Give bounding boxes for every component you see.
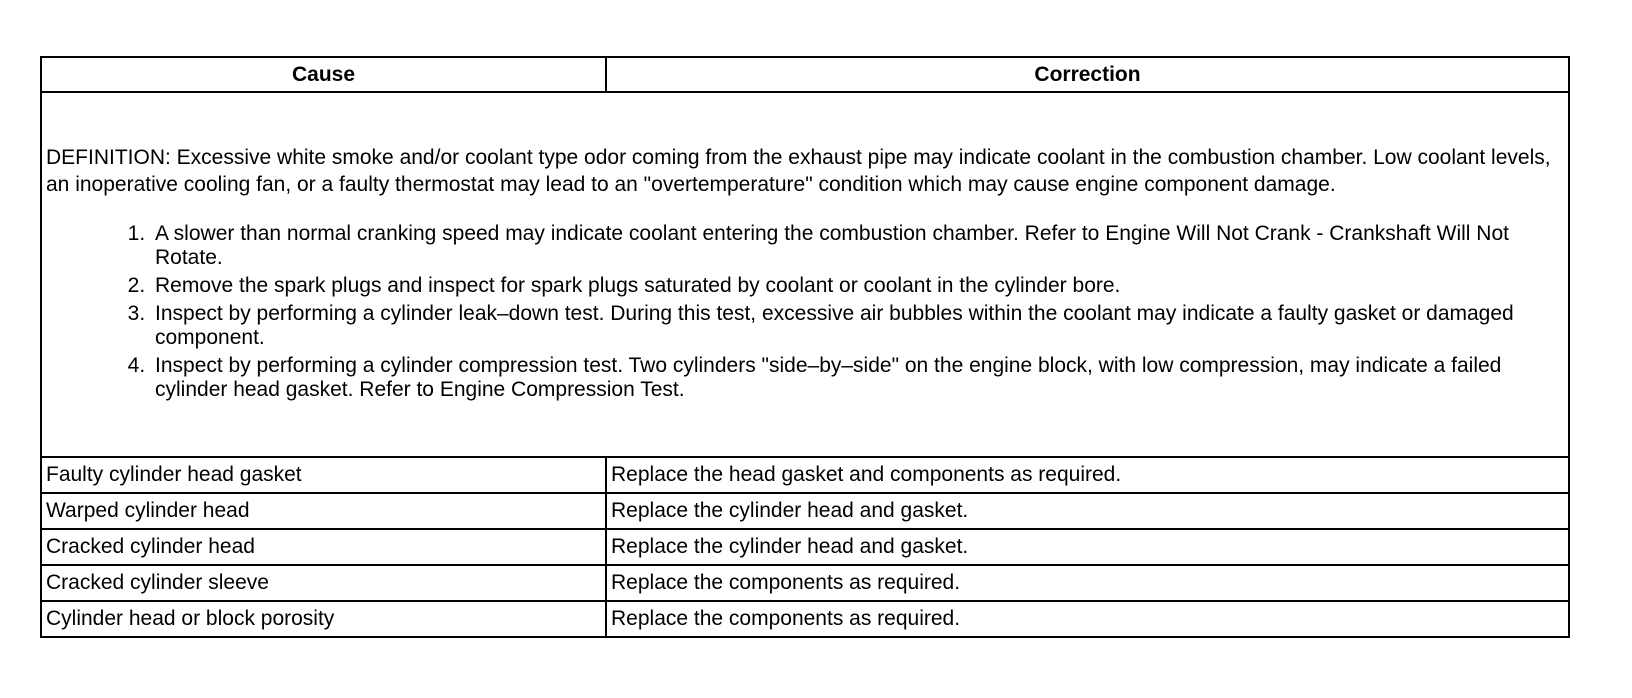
correction-cell: Replace the components as required. <box>606 601 1569 637</box>
header-row <box>41 57 1569 92</box>
cause-cell: Cracked cylinder head <box>41 529 606 565</box>
cause-cell: Cylinder head or block porosity <box>41 601 606 637</box>
cause-cell: Warped cylinder head <box>41 493 606 529</box>
table-row <box>41 565 1569 601</box>
step-item: 2. Remove the spark plugs and inspect for spark plugs saturated by coolant or coolant in the cylinder bore. <box>151 274 1564 298</box>
cause-cell: Cracked cylinder sleeve <box>41 565 606 601</box>
cause-cell: Faulty cylinder head gasket <box>41 457 606 493</box>
header-cause: Cause <box>41 57 606 92</box>
correction-cell: Replace the cylinder head and gasket. <box>606 529 1569 565</box>
step-item: 4. Inspect by performing a cylinder compression test. Two cylinders "side–by–side" on the engine block, with low compression, may indicate a failed cylinder head gasket. Refer to Engine Compression Test. <box>151 354 1564 402</box>
table-row <box>41 493 1569 529</box>
header-correction: Correction <box>606 57 1569 92</box>
step-item: 3. Inspect by performing a cylinder leak–down test. During this test, excessive air bubbles within the coolant may indicate a faulty gasket or damaged component. <box>151 302 1564 350</box>
step-item: 1. A slower than normal cranking speed may indicate coolant entering the combustion chamber. Refer to Engine Will Not Crank - Crankshaft Will Not Rotate. <box>151 222 1564 270</box>
correction-cell: Replace the head gasket and components as required. <box>606 457 1569 493</box>
table-row <box>41 601 1569 637</box>
definition-text: DEFINITION: Excessive white smoke and/or coolant type odor coming from the exhaust pipe may indicate coolant in the combustion chamber. Low coolant levels, an inoperative cooling fan, or a faulty thermostat may lead to an "overtemperature" condition which may cause engine component damage. <box>46 145 1551 196</box>
table-row <box>41 457 1569 493</box>
definition-row <box>41 92 1569 457</box>
steps-list <box>46 222 1564 402</box>
diagnostic-table <box>40 56 1570 638</box>
table-row <box>41 529 1569 565</box>
definition-cell <box>41 92 1569 457</box>
correction-cell: Replace the cylinder head and gasket. <box>606 493 1569 529</box>
correction-cell: Replace the components as required. <box>606 565 1569 601</box>
